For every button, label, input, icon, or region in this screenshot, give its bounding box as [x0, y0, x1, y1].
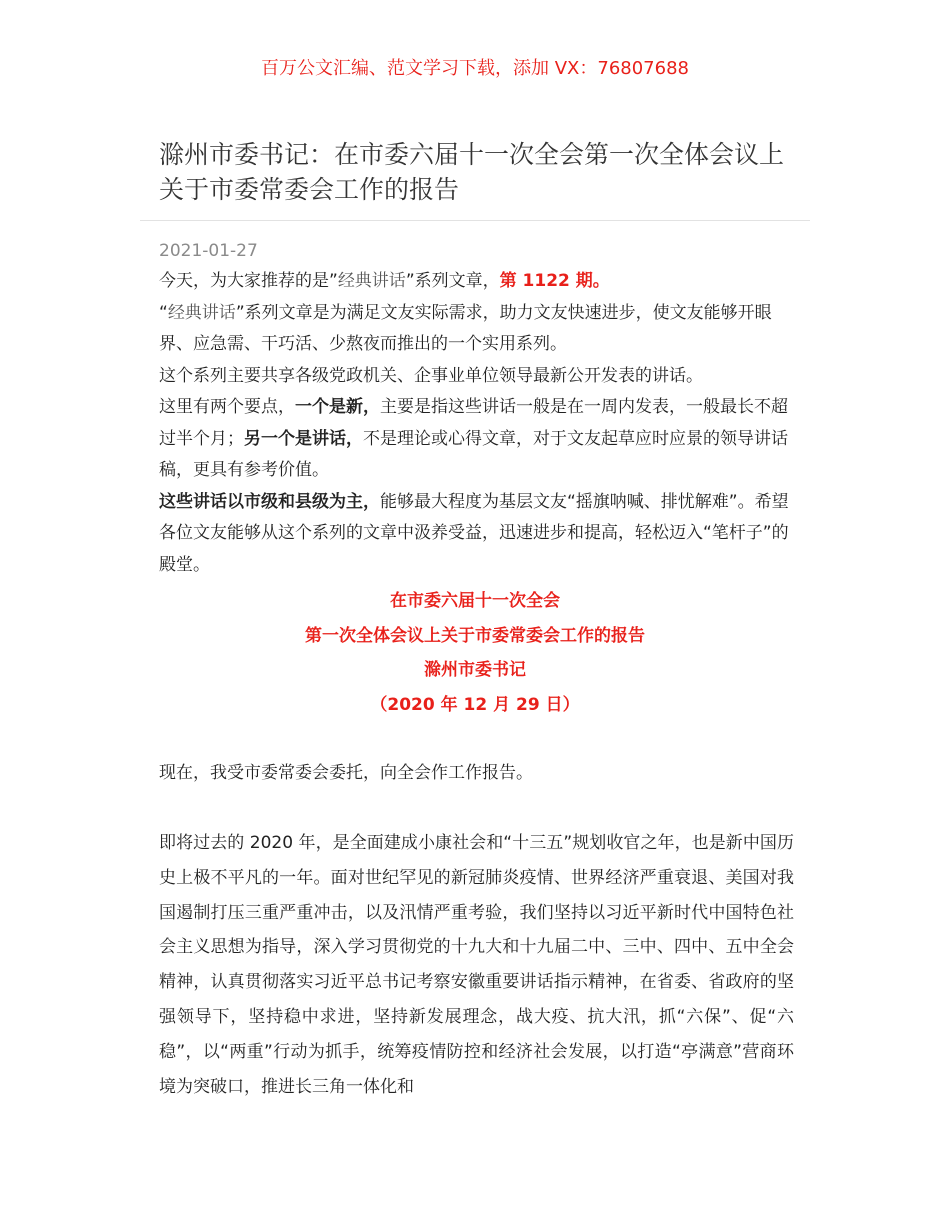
intro-text: 能够最大程度为基层文友“摇旗呐喊、排忧解难”。希望各位文友能够从这个系列的文章中汲养受益，迅速进步和提高，轻松迈入“笔杆子”的殿堂。: [159, 491, 789, 575]
speech-heading: [0, 584, 950, 722]
series-name: 经典讲话: [337, 271, 406, 291]
paragraph-text: 即将过去的 2020 年，是全面建成小康社会和“十三五”规划收官之年，也是新中国历史上极不平凡的一年。面对世纪罕见的新冠肺炎疫情、世界经济严重衰退、美国对我国遏制打压三重严重冲击，以及汛情严重考验，我们坚持以习近平新时代中国特色社会主义思想为指导，深入学习贯彻党的十九大和十九届二中、三中、四中、五中全会精神，认真贯彻落实习近平总书记考察安徽重要讲话指示精神，在省委、省政府的坚强领导下，坚持稳中求进，坚持新发展理念，战大疫、抗大汛，抓“六保”、促“六稳”，以“两重”行动为抓手，统筹疫情防控和经济社会发展，以打造“亭满意”营商环境为突破口，推进长三角一体化和: [159, 833, 794, 1097]
intro-text: 今天，为大家推荐的是”: [159, 271, 338, 291]
promo-banner: 百万公文汇编、范文学习下载，添加 VX：76807688: [261, 58, 689, 79]
publish-date: 2021-01-27: [159, 241, 258, 261]
intro-paragraph-4: [159, 392, 794, 487]
intro-text: 不是理论或心得文章，对于文友起草应时应景的领导讲话稿，更具有参考价值。: [159, 428, 788, 480]
speech-date: （2020 年 12 月 29 日）: [370, 694, 580, 715]
intro-text: ”系列文章是为满足文友实际需求，助力文友快速进步，使文友能够开眼界、应急需、干巧活、少熬夜而推出的一个实用系列。: [159, 302, 772, 354]
intro-line-1: [159, 266, 794, 298]
speech-body-paragraph-1: [159, 758, 794, 790]
intro-paragraph-3: 这个系列主要共享各级党政机关、企事业单位领导最新公开发表的讲话。: [159, 365, 703, 386]
key-point-3: 这些讲话以市级和县级为主，: [159, 491, 380, 512]
intro-text: 主要是指这些讲话一般是在一周内发表，一般最长不超过半个月；: [159, 397, 788, 449]
paragraph-text: 现在，我受市委常委会委托，向全会作工作报告。: [159, 763, 533, 783]
intro-text: ”系列文章，: [405, 271, 500, 291]
speech-heading-line-1: 在市委六届十一次全会: [390, 591, 560, 611]
issue-number: 第 1122 期。: [499, 271, 610, 291]
series-intro: [159, 266, 794, 581]
title-divider: [140, 220, 810, 221]
intro-text: “: [159, 302, 168, 323]
key-point-1: 一个是新，: [295, 397, 380, 417]
speech-author: 滁州市委书记: [424, 660, 526, 680]
key-point-2: 另一个是讲话，: [244, 428, 363, 449]
intro-paragraph-2: [159, 298, 794, 361]
intro-text: 这里有两个要点，: [159, 397, 295, 417]
article-title: 滁州市委书记：在市委六届十一次全会第一次全体会议上关于市委常委会工作的报告: [159, 140, 785, 204]
speech-body-paragraph-2: [159, 826, 794, 1104]
intro-paragraph-5: [159, 487, 794, 582]
series-name: 经典讲话: [167, 302, 236, 323]
speech-heading-line-2: 第一次全体会议上关于市委常委会工作的报告: [305, 625, 645, 646]
